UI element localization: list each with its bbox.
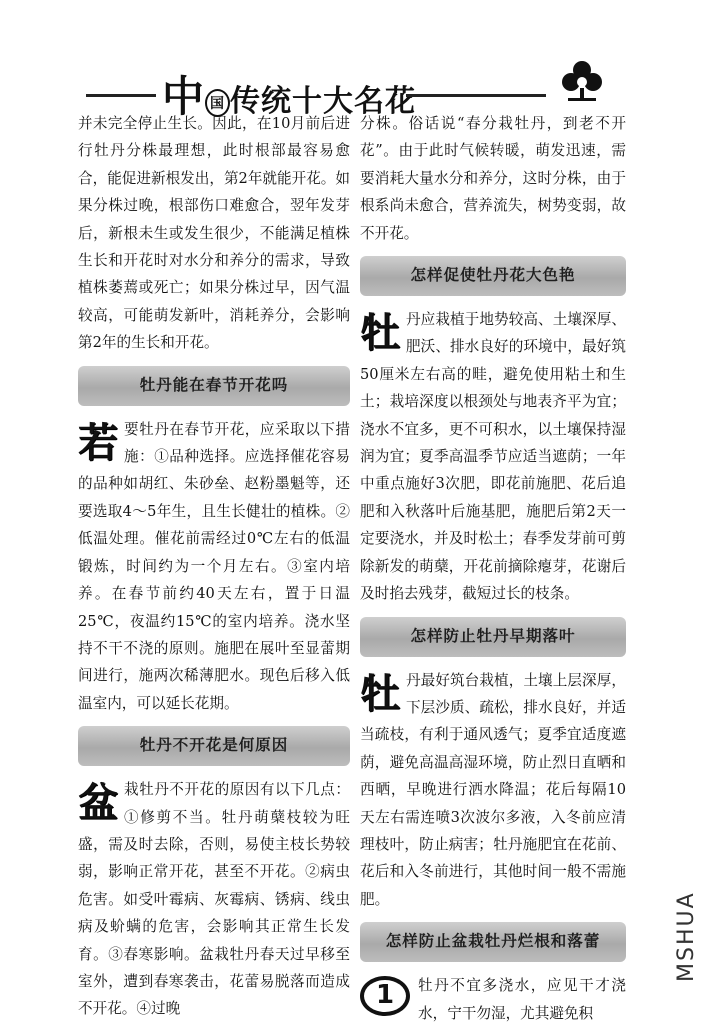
left-column	[78, 110, 350, 1023]
section-heading-spring-festival	[78, 366, 350, 406]
section-body-no-bloom	[78, 776, 350, 1023]
header-rule-left	[86, 94, 156, 97]
section-body-big-flowers	[360, 306, 626, 607]
numbered-drop-cap: 1	[360, 976, 410, 1016]
drop-cap-character: 牡	[360, 310, 400, 357]
drop-cap-character: 若	[78, 419, 118, 466]
section-body-early-leaf-drop	[360, 667, 626, 914]
drop-cap-character: 盆	[78, 780, 118, 827]
section-body-text: 牡丹不宜多浇水，应见干才浇水，宁干勿湿，尤其避免积	[418, 977, 626, 1022]
section-heading-text: 牡丹能在春节开花吗	[139, 375, 289, 394]
right-column	[360, 110, 626, 1027]
section-heading-text: 怎样防止盆栽牡丹烂根和落蕾	[385, 932, 601, 951]
flower-ornament-icon	[558, 58, 606, 102]
left-intro-paragraph: 并未完全停止生长。因此，在10月前后进行牡丹分株最理想，此时根部最容易愈合，能促进新根发出，第2年就能开花。如果分株过晚，根部伤口难愈合，翌年发芽后，新根未生或发生很少，不能满足植株生长和开花时对水分和养分的需求，导致植株萎蔫或死亡；如果分株过早，因气温较高，可能萌发新叶，消耗养分，会影响第2年的生长和开花。	[78, 115, 350, 352]
header-rule-right	[406, 94, 546, 97]
section-body-spring-festival	[78, 416, 350, 717]
section-heading-big-flowers	[360, 256, 626, 296]
section-heading-text: 怎样促使牡丹花大色艳	[410, 266, 576, 285]
page-header	[86, 56, 626, 121]
section-body-text: 丹应栽植于地势较高、土壤深厚、肥沃、排水良好的环境中，最好筑50厘米左右高的畦，避免使用粘土和生土；栽培深度以根颈处与地表齐平为宜；浇水不宜多，更不可积水，以土壤保持湿润为宜；夏季高温季节应适当遮荫；一年中重点施好3次肥，即花前施肥、花后追肥和入秋落叶后施基肥，施肥后第2天一定要浇水，并及时松土；春季发芽前可剪除新发的萌蘖，开花前摘除瘪芽，花谢后及时掐去残芽，截短过长的枝条。	[360, 311, 626, 603]
section-heading-root-rot	[360, 922, 626, 962]
series-title-rest: 传统十大名花	[230, 84, 417, 119]
section-body-text: 要牡丹在春节开花，应采取以下措施：①品种选择。应选择催花容易的品种如胡红、朱砂垒、赵粉墨魁等，还要选取4～5年生，且生长健壮的植株。②低温处理。催花前需经过0℃左右的低温锻炼，时间约为一个月左右。③室内培养。在春节前约40天左右，置于日温25℃，夜温约15℃的室内培养。浇水坚持不干不浇的原则。施肥在展叶至显蕾期间进行，施两次稀薄肥水。现色后移入低温室内，可以延长花期。	[78, 420, 350, 712]
right-intro-paragraph: 分株。俗话说“春分栽牡丹，到老不开花”。由于此时气候转暖，萌发迅速，需要消耗大量水分和养分，这时分株，由于根系尚未愈合，营养流失，树势变弱，故不开花。	[360, 115, 626, 242]
series-title-ring-char: 国	[205, 89, 230, 117]
section-body-text: 丹最好筑台栽植，土壤上层深厚，下层沙质、疏松，排水良好，并适当疏枝，有利于通风透气；夏季宜适度遮荫，避免高温高湿环境，防止烈日直晒和西晒，早晚进行洒水降温；花后每隔10天左右需连喷3次波尔多液，入冬前应清理枝叶，防止病害；牡丹施肥宜在花前、花后和入冬前进行，其他时间一般不需施肥。	[360, 671, 626, 908]
section-heading-no-bloom	[78, 726, 350, 766]
section-body-text: 栽牡丹不开花的原因有以下几点：①修剪不当。牡丹萌蘖枝较为旺盛，需及时去除，否则，易使主枝长势较弱，影响正常开花，甚至不开花。②病虫危害。如受叶霉病、灰霉病、锈病、线虫病及蚧螨的危害，会影响其正常生长发育。③春寒影响。盆栽牡丹春天过早移至室外，遭到春寒袭击，花蕾易脱落而造成不开花。④过晚	[78, 781, 350, 1018]
section-heading-text: 牡丹不开花是何原因	[139, 736, 289, 755]
watermark: MSHUA	[674, 891, 699, 982]
section-heading-early-leaf-drop	[360, 617, 626, 657]
section-body-root-rot	[360, 972, 626, 1027]
drop-cap-character: 牡	[360, 670, 400, 717]
series-title-big-char: 中	[162, 72, 206, 121]
section-heading-text: 怎样防止牡丹早期落叶	[410, 626, 576, 645]
